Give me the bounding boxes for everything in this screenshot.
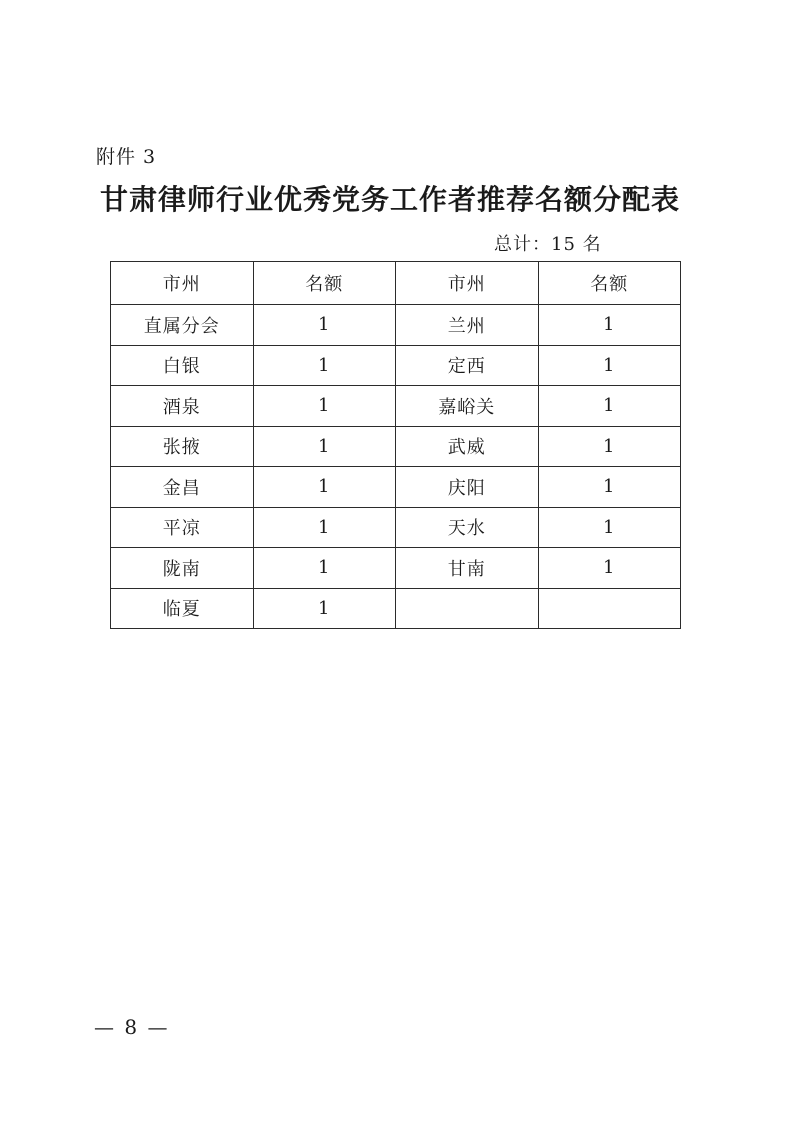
- table-row: [111, 345, 681, 386]
- table-header-row: [111, 262, 681, 305]
- header-city-right: 市州: [396, 262, 539, 305]
- table-row: [111, 386, 681, 427]
- quota-cell: 1: [538, 426, 681, 467]
- city-cell: 武威: [396, 426, 539, 467]
- quota-cell: 1: [253, 345, 396, 386]
- table-row: [111, 305, 681, 346]
- header-quota-right: 名额: [538, 262, 681, 305]
- table-row: [111, 548, 681, 589]
- table-row: [111, 588, 681, 629]
- city-cell: 张掖: [111, 426, 254, 467]
- quota-cell: 1: [253, 588, 396, 629]
- quota-cell: 1: [253, 305, 396, 346]
- city-cell: 庆阳: [396, 467, 539, 508]
- table-row: [111, 467, 681, 508]
- city-cell: 酒泉: [111, 386, 254, 427]
- empty-cell: [538, 588, 681, 629]
- quota-cell: 1: [538, 386, 681, 427]
- city-cell: 天水: [396, 507, 539, 548]
- city-cell: 临夏: [111, 588, 254, 629]
- table-row: [111, 426, 681, 467]
- city-cell: 白银: [111, 345, 254, 386]
- city-cell: 直属分会: [111, 305, 254, 346]
- city-cell: 陇南: [111, 548, 254, 589]
- quota-cell: 1: [538, 548, 681, 589]
- city-cell: 定西: [396, 345, 539, 386]
- city-cell: 嘉峪关: [396, 386, 539, 427]
- quota-cell: 1: [538, 345, 681, 386]
- quota-cell: 1: [538, 507, 681, 548]
- document-title: 甘肃律师行业优秀党务工作者推荐名额分配表: [100, 183, 681, 216]
- quota-cell: 1: [253, 507, 396, 548]
- empty-cell: [396, 588, 539, 629]
- quota-cell: 1: [538, 467, 681, 508]
- city-cell: 平凉: [111, 507, 254, 548]
- quota-table: [110, 261, 681, 629]
- city-cell: 甘南: [396, 548, 539, 589]
- quota-cell: 1: [253, 386, 396, 427]
- quota-cell: 1: [538, 305, 681, 346]
- page-number: — 8 —: [94, 1015, 170, 1039]
- table-row: [111, 507, 681, 548]
- total-quota: 总计：15 名: [494, 234, 602, 255]
- quota-cell: 1: [253, 467, 396, 508]
- header-quota-left: 名额: [253, 262, 396, 305]
- attachment-label: 附件 3: [96, 146, 157, 168]
- quota-cell: 1: [253, 548, 396, 589]
- city-cell: 金昌: [111, 467, 254, 508]
- header-city-left: 市州: [111, 262, 254, 305]
- quota-cell: 1: [253, 426, 396, 467]
- city-cell: 兰州: [396, 305, 539, 346]
